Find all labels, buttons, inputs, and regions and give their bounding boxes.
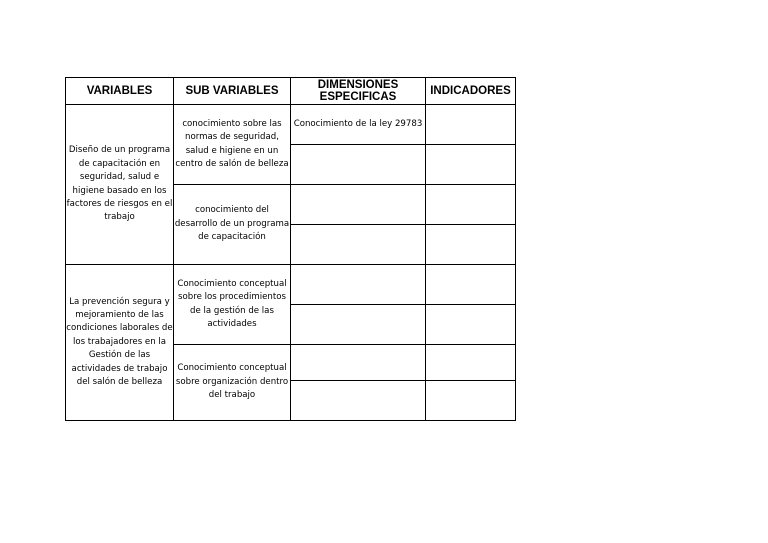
dimension-cell	[291, 381, 426, 421]
dimension-cell: Conocimiento de la ley 29783	[291, 105, 426, 145]
indicator-cell	[426, 145, 516, 185]
header-variables: VARIABLES	[66, 78, 174, 105]
indicator-cell	[426, 265, 516, 305]
header-sub-variables: SUB VARIABLES	[174, 78, 291, 105]
indicator-cell	[426, 185, 516, 225]
dimension-cell	[291, 225, 426, 265]
indicator-cell	[426, 305, 516, 345]
indicator-cell	[426, 381, 516, 421]
sub-variable-cell: conocimiento del desarrollo de un programa de capacitación	[174, 185, 291, 265]
dimension-cell	[291, 305, 426, 345]
header-dimensiones-line1: DIMENSIONES	[317, 79, 399, 91]
table-row	[66, 265, 516, 305]
sub-variable-cell: conocimiento sobre las normas de seguridad, salud e higiene en un centro de salón de belleza	[174, 105, 291, 185]
indicator-cell	[426, 225, 516, 265]
variable-cell: Diseño de un programa de capacitación en seguridad, salud e higiene basado en los factores de riesgos en el trabajo	[66, 105, 174, 265]
sub-variable-cell: Conocimiento conceptual sobre organización dentro del trabajo	[174, 345, 291, 421]
header-row	[66, 78, 516, 105]
dimension-cell	[291, 265, 426, 305]
header-dimensiones-especificas	[291, 78, 426, 105]
indicator-cell	[426, 105, 516, 145]
variable-cell: La prevención segura y mejoramiento de las condiciones laborales de los trabajadores en la Gestión de las actividades de trabajo del salón de belleza	[66, 265, 174, 421]
dimension-cell	[291, 145, 426, 185]
table-row	[66, 105, 516, 145]
variables-matrix-table	[65, 77, 516, 421]
sub-variable-cell: Conocimiento conceptual sobre los procedimientos de la gestión de las actividades	[174, 265, 291, 345]
dimension-cell	[291, 345, 426, 381]
header-indicadores: INDICADORES	[426, 78, 516, 105]
dimension-cell	[291, 185, 426, 225]
header-dimensiones-line2: ESPECIFICAS	[319, 91, 397, 103]
indicator-cell	[426, 345, 516, 381]
